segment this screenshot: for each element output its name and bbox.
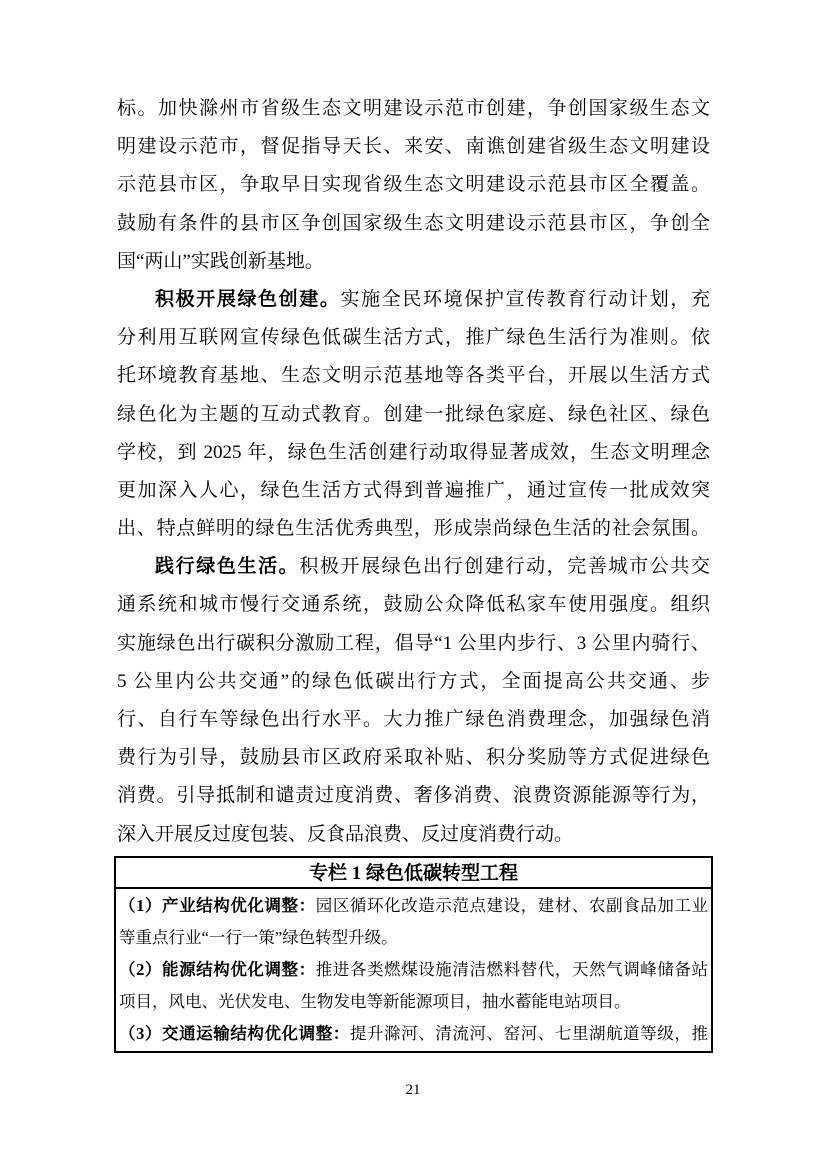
text-line: （2）能源结构优化调整：推进各类燃煤设施清洁燃料替代，天然气调峰储备站 <box>119 960 709 979</box>
text-line: 实施绿色出行碳积分激励工程，倡导“1 公里内步行、3 公里内骑行、 <box>117 632 710 654</box>
callout-box-body <box>116 889 711 1050</box>
text-line: 积极开展绿色创建。实施全民环境保护宣传教育行动计划，充 <box>155 288 710 310</box>
callout-box <box>114 856 713 1053</box>
bold-lead: 践行绿色生活。 <box>155 556 300 578</box>
text-line: 绿色化为主题的互动式教育。创建一批绿色家庭、绿色社区、绿色 <box>117 403 710 425</box>
bold-lead: （2）能源结构优化调整： <box>119 960 316 979</box>
text-line: 等重点行业“一行一策”绿色转型升级。 <box>119 928 398 947</box>
text-line: 更加深入人心，绿色生活方式得到普遍推广，通过宣传一批成效突 <box>117 479 710 501</box>
text-line: 学校，到 2025 年，绿色生活创建行动取得显著成效，生态文明理念 <box>117 441 710 463</box>
paragraph <box>117 548 710 854</box>
page-number: 21 <box>405 1082 421 1098</box>
text-line: 践行绿色生活。积极开展绿色出行创建行动，完善城市公共交 <box>155 556 710 578</box>
paragraph <box>117 90 710 281</box>
text-line: 费行为引导，鼓励县市区政府采取补贴、积分奖励等方式促进绿色 <box>117 747 710 769</box>
bold-lead: （1）产业结构优化调整： <box>119 896 316 915</box>
body-text <box>117 90 710 854</box>
text-line: 深入开展反过度包装、反食品浪费、反过度消费行动。 <box>117 823 574 845</box>
text-line: 示范县市区，争取早日实现省级生态文明建设示范县市区全覆盖。 <box>117 174 710 196</box>
text-line: 消费。引导抵制和谴责过度消费、奢侈消费、浪费资源能源等行为， <box>117 785 710 807</box>
text-line: （3）交通运输结构优化调整：提升滁河、清流河、窑河、七里湖航道等级，推 <box>119 1024 709 1043</box>
text-line: 国“两山”实践创新基地。 <box>117 250 324 272</box>
paragraph <box>117 281 710 548</box>
text-line: 5 公里内公共交通”的绿色低碳出行方式，全面提高公共交通、步 <box>117 670 710 692</box>
text-line: 托环境教育基地、生态文明示范基地等各类平台，开展以生活方式 <box>117 365 710 387</box>
callout-box-title: 专栏 1 绿色低碳转型工程 <box>116 858 711 889</box>
text-line: 通系统和城市慢行交通系统，鼓励公众降低私家车使用强度。组织 <box>117 594 710 616</box>
bold-lead: 积极开展绿色创建。 <box>155 288 341 310</box>
text-line: 行、自行车等绿色出行水平。大力推广绿色消费理念，加强绿色消 <box>117 709 710 730</box>
text-line: 鼓励有条件的县市区争创国家级生态文明建设示范县市区，争创全 <box>117 212 710 234</box>
bold-lead: （3）交通运输结构优化调整： <box>119 1024 350 1043</box>
text-line: 出、特点鲜明的绿色生活优秀典型，形成崇尚绿色生活的社会氛围。 <box>117 518 710 540</box>
text-line: 明建设示范市，督促指导天长、来安、南谯创建省级生态文明建设 <box>117 136 710 158</box>
text-line: 标。加快滁州市省级生态文明建设示范市创建，争创国家级生态文 <box>117 98 710 119</box>
text-line: （1）产业结构优化调整：园区循环化改造示范点建设，建材、农副食品加工业 <box>119 896 709 915</box>
text-line: 项目，风电、光伏发电、生物发电等新能源项目，抽水蓄能电站项目。 <box>119 992 631 1011</box>
text-line: 分利用互联网宣传绿色低碳生活方式，推广绿色生活行为准则。依 <box>117 327 710 349</box>
